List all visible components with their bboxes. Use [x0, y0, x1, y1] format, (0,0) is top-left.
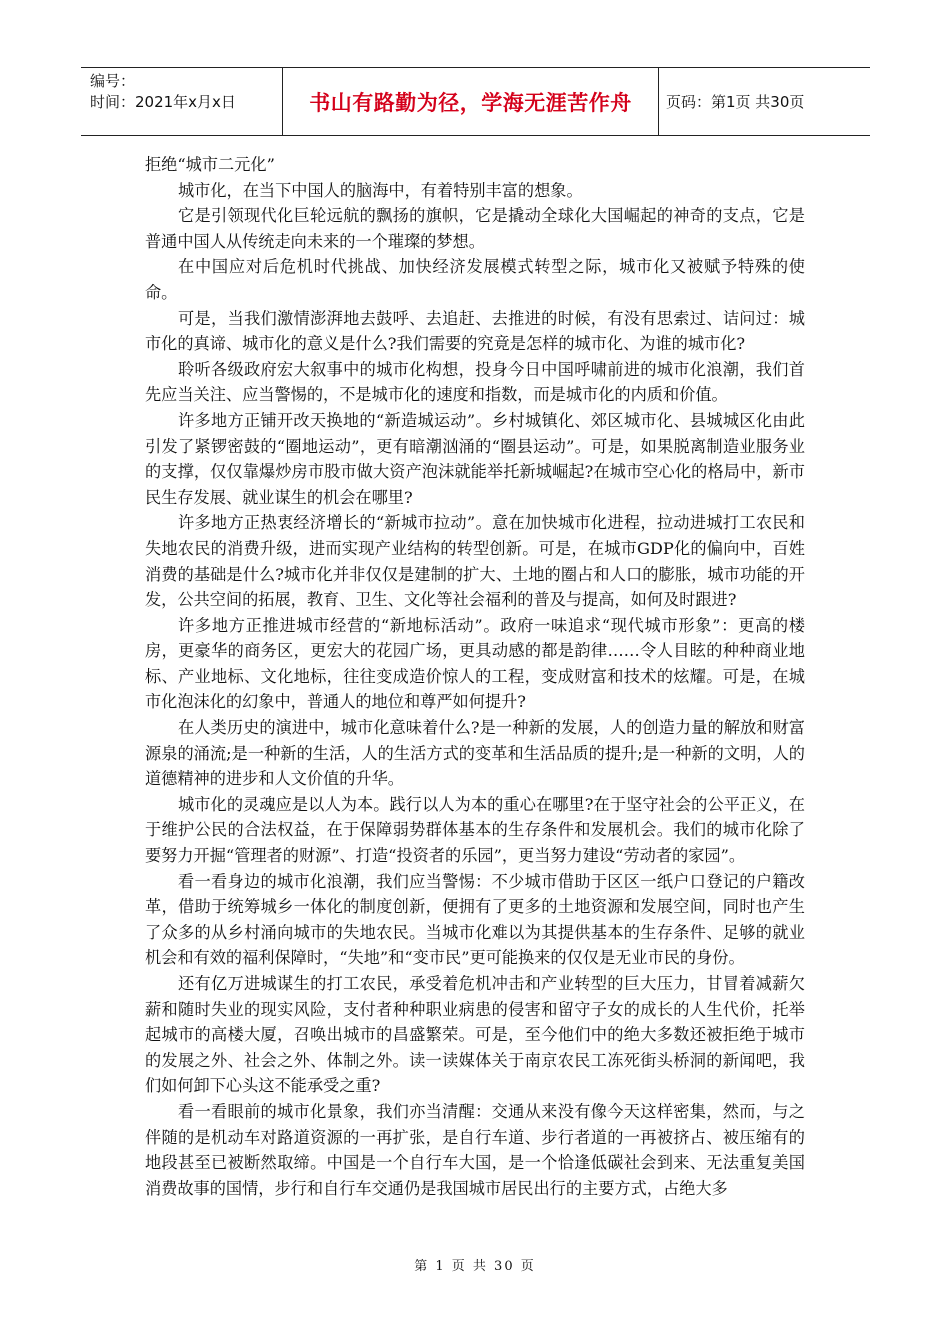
header-meta — [81, 68, 283, 135]
paragraph: 许多地方正推进城市经营的“新地标活动”。政府一味追求“现代城市形象”：更高的楼房，更豪华的商务区，更宏大的花园广场，更具动感的都是韵律……令人目眩的种种商业地标、产业地标、文化地标，往往变成造价惊人的工程，变成财富和技术的炫耀。可是，在城市化泡沫化的幻象中，普通人的地位和尊严如何提升? — [145, 615, 805, 712]
paragraph: 看一看身边的城市化浪潮，我们应当警惕：不少城市借助于区区一纸户口登记的户籍改革，借助于统筹城乡一体化的制度创新，便拥有了更多的土地资源和发展空间，同时也产生了众多的从乡村涌向城市的失地农民。当城市化难以为其提供基本的生存条件、足够的就业机会和有效的福利保障时，“失地”和“变市民”更可能换来的仅仅是无业市民的身份。 — [145, 871, 805, 968]
page-header — [81, 67, 870, 136]
paragraph: 许多地方正铺开改天换地的“新造城运动”。乡村城镇化、郊区城市化、县城城区化由此引发了紧锣密鼓的“圈地运动”，更有暗潮汹涌的“圈县运动”。可是，如果脱离制造业服务业的支撑，仅仅靠爆炒房市股市做大资产泡沫就能举托新城崛起?在城市空心化的格局中，新市民生存发展、就业谋生的机会在哪里? — [145, 410, 805, 507]
paragraph: 在中国应对后危机时代挑战、加快经济发展模式转型之际，城市化又被赋予特殊的使命。 — [145, 257, 805, 302]
number-label: 编号： — [90, 72, 136, 90]
date-label: 时间：2021年x月x日 — [90, 93, 236, 111]
paragraph: 聆听各级政府宏大叙事中的城市化构想，投身今日中国呼啸前进的城市化浪潮，我们首先应当关注、应当警惕的，不是城市化的速度和指数，而是城市化的内质和价值。 — [145, 359, 805, 405]
footer-page-number: 第 1 页 共 30 页 — [414, 1259, 536, 1274]
paragraph: 城市化，在当下中国人的脑海中，有着特别丰富的想象。 — [178, 180, 583, 200]
paragraph: 可是，当我们激情澎湃地去鼓呼、去追赶、去推进的时候，有没有思索过、诘问过：城市化的真谛、城市化的意义是什么?我们需要的究竟是怎样的城市化、为谁的城市化? — [145, 308, 805, 354]
page-info — [659, 68, 870, 135]
motto-banner — [283, 68, 659, 135]
paragraph: 它是引领现代化巨轮远航的飘扬的旗帜，它是撬动全球化大国崛起的神奇的支点，它是普通中国人从传统走向未来的一个璀璨的梦想。 — [145, 206, 805, 251]
document-title: 拒绝“城市二元化” — [145, 155, 275, 174]
motto-text: 书山有路勤为径，学海无涯苦作舟 — [309, 90, 632, 115]
document-body — [145, 152, 805, 1201]
paragraph: 许多地方正热衷经济增长的“新城市拉动”。意在加快城市化进程，拉动进城打工农民和失地农民的消费升级，进而实现产业结构的转型创新。可是，在城市GDP化的偏向中，百姓消费的基础是什么?城市化并非仅仅是建制的扩大、土地的圈占和人口的膨胀，城市功能的开发，公共空间的拓展，教育、卫生、文化等社会福利的普及与提高，如何及时跟进? — [145, 513, 805, 610]
paragraph: 看一看眼前的城市化景象，我们亦当清醒：交通从来没有像今天这样密集，然而，与之伴随的是机动车对路道资源的一再扩张，是自行车道、步行者道的一再被挤占、被压缩有的地段甚至已被断然取缔。中国是一个自行车大国，是一个恰逢低碳社会到来、无法重复美国消费故事的国情，步行和自行车交通仍是我国城市居民出行的主要方式，占绝大多 — [145, 1101, 805, 1198]
page-footer — [0, 1255, 950, 1274]
paragraph: 在人类历史的演进中，城市化意味着什么?是一种新的发展，人的创造力量的解放和财富源泉的涌流;是一种新的生活，人的生活方式的变革和生活品质的提升;是一种新的文明，人的道德精神的进步和人文价值的升华。 — [145, 718, 805, 789]
paragraph: 城市化的灵魂应是以人为本。践行以人为本的重心在哪里?在于坚守社会的公平正义，在于维护公民的合法权益，在于保障弱势群体基本的生存条件和发展机会。我们的城市化除了要努力开掘“管理者的财源”、打造“投资者的乐园”，更当努力建设“劳动者的家园”。 — [145, 794, 805, 866]
page-info-text: 页码：第1页 共30页 — [666, 93, 805, 111]
paragraph: 还有亿万进城谋生的打工农民，承受着危机冲击和产业转型的巨大压力，甘冒着减薪欠薪和随时失业的现实风险，支付者种种职业病患的侵害和留守子女的成长的人生代价，托举起城市的高楼大厦，召唤出城市的昌盛繁荣。可是，至今他们中的绝大多数还被拒绝于城市的发展之外、社会之外、体制之外。读一读媒体关于南京农民工冻死街头桥洞的新闻吧，我们如何卸下心头这不能承受之重? — [145, 974, 805, 1096]
